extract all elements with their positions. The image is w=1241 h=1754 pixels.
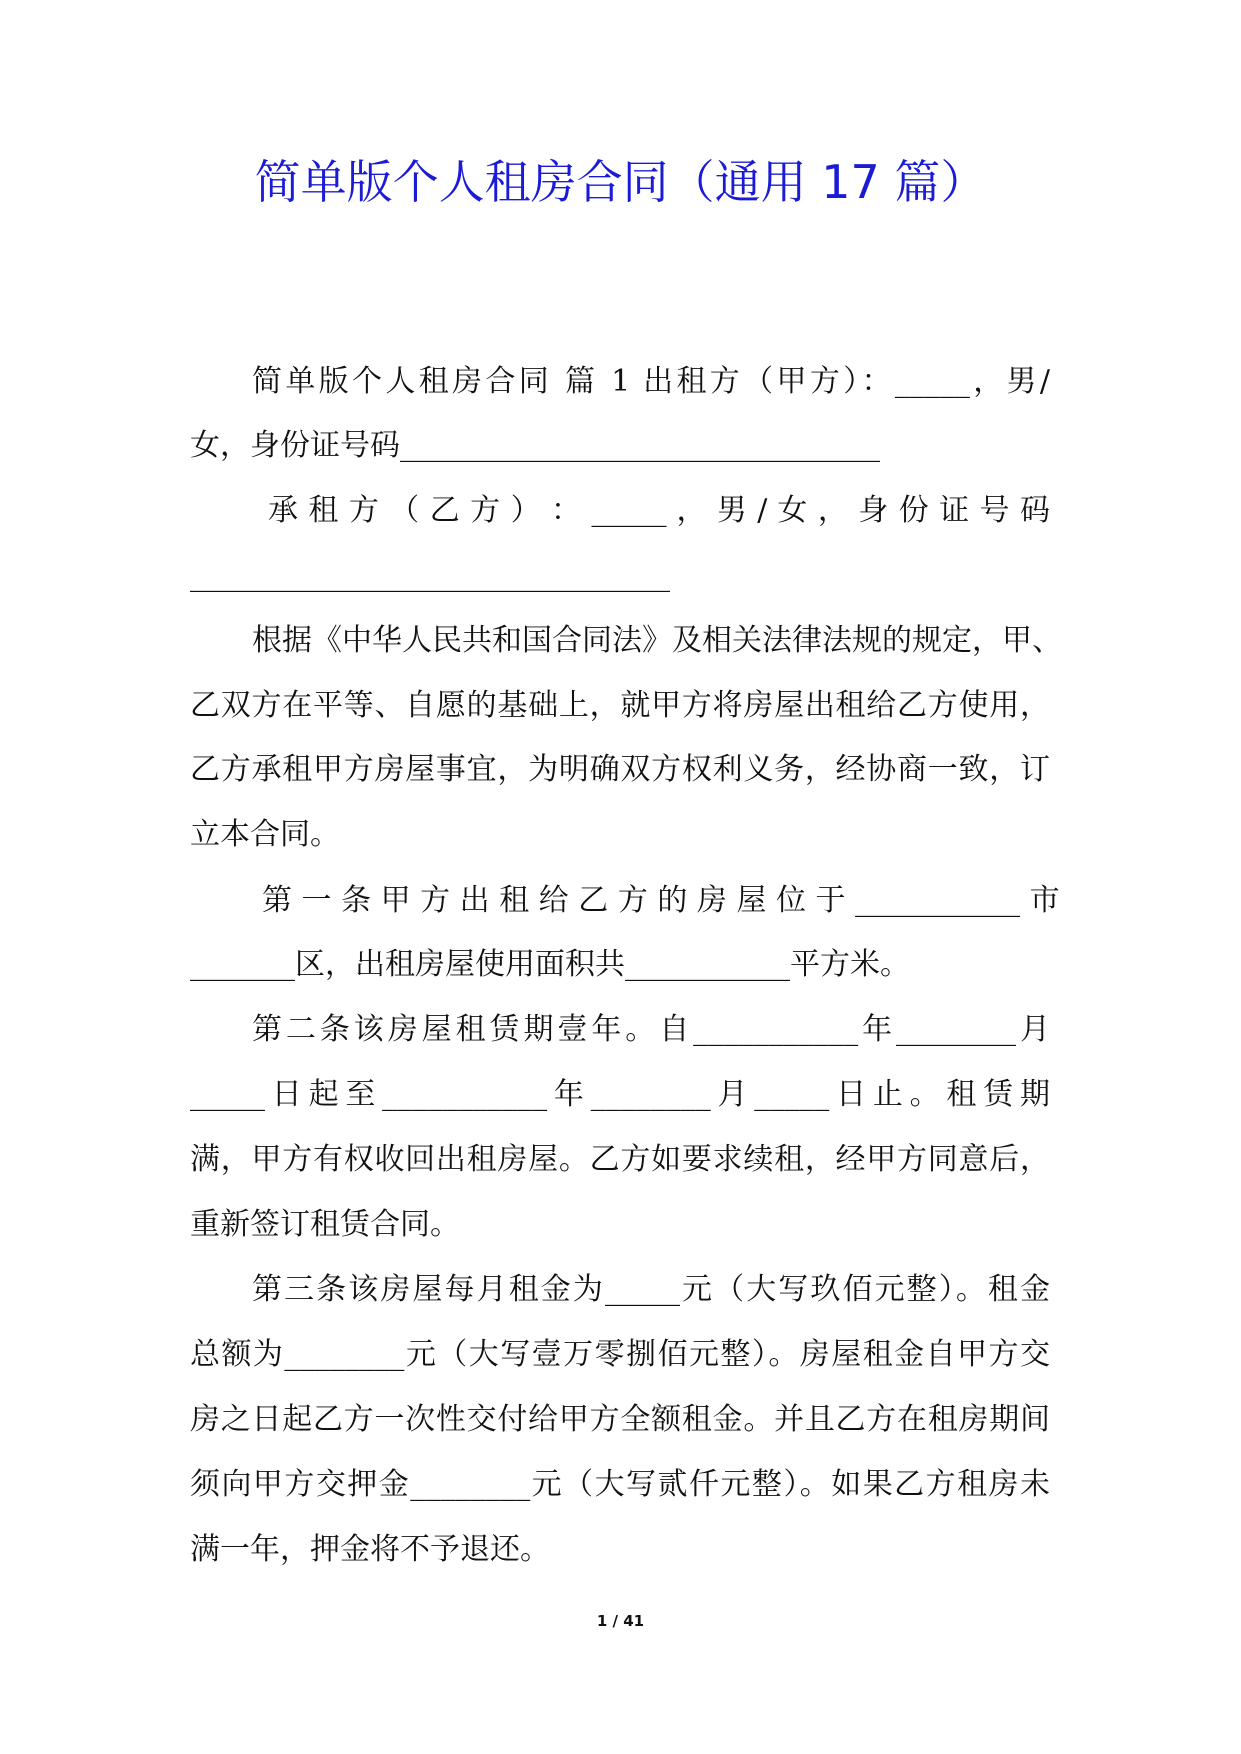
body-line: 乙方承租甲方房屋事宜，为明确双方权利义务，经协商一致，订 (190, 752, 1050, 787)
body-line: 立本合同。 (190, 817, 340, 852)
body-line: 重新签订租赁合同。 (190, 1207, 460, 1242)
body-line: 满一年，押金将不予退还。 (190, 1532, 550, 1567)
body-line: 总额为________元（大写壹万零捌佰元整）。房屋租金自甲方交 (190, 1337, 1050, 1372)
body-line: 乙双方在平等、自愿的基础上，就甲方将房屋出租给乙方使用， (190, 688, 1050, 723)
body-line: _____日起至___________年________月_____日止。租赁期 (190, 1077, 1050, 1112)
body-line: 根据《中华人民共和国合同法》及相关法律法规的规定，甲、 (252, 623, 1062, 658)
body-line: 第 一 条 甲 方 出 租 给 乙 方 的 房 屋 位 于 ___________ 市 (262, 883, 1060, 918)
body-line: 简单版个人租房合同 篇 1 出租方（甲方）：_____，男/ (252, 364, 1050, 399)
body-line: 第二条该房屋租赁期壹年。自___________年________月 (252, 1012, 1050, 1047)
body-line: ________________________________ (190, 558, 670, 593)
body-line: 女，身份证号码________________________________ (190, 428, 880, 463)
body-line: 房之日起乙方一次性交付给甲方全额租金。并且乙方在租房期间 (190, 1402, 1050, 1437)
page-number: 1 / 41 (596, 1612, 645, 1630)
body-line: _______区，出租房屋使用面积共___________平方米。 (190, 947, 910, 982)
body-line: 须向甲方交押金________元（大写贰仟元整）。如果乙方租房未 (190, 1467, 1050, 1502)
body-line: 第三条该房屋每月租金为_____元（大写玖佰元整）。租金 (252, 1272, 1050, 1307)
page-title: 简单版个人租房合同（通用 17 篇） (254, 155, 987, 209)
body-line: 满，甲方有权收回出租房屋。乙方如要求续租，经甲方同意后， (190, 1142, 1050, 1177)
body-line: 承 租 方 （ 乙 方 ） ： _____ ， 男 / 女 ， 身 份 证 号 码 (268, 493, 1050, 528)
